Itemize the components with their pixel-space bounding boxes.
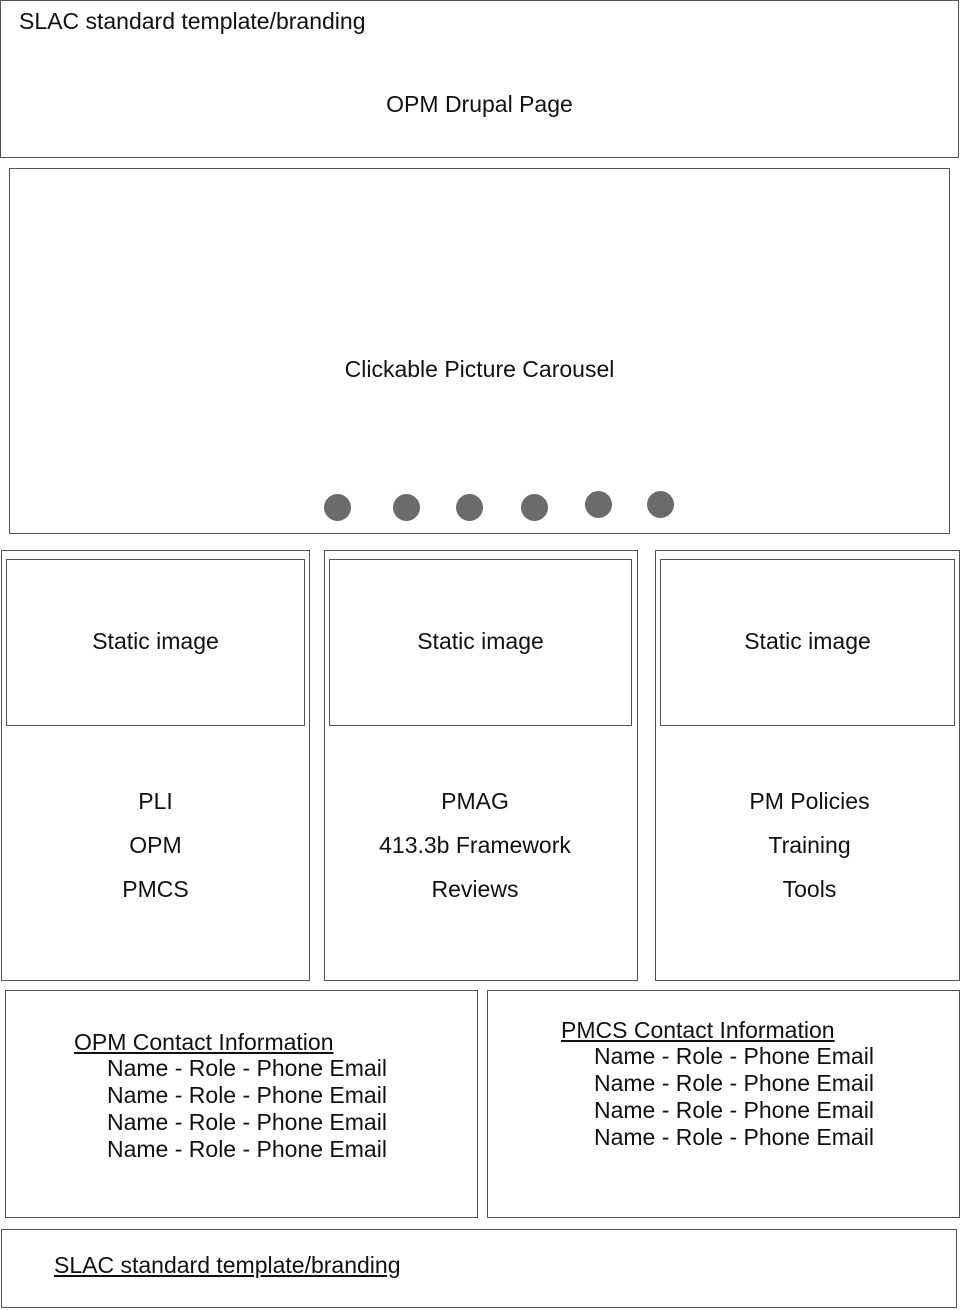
contact-line: Name - Role - Phone Email — [107, 1082, 387, 1108]
link-pmag[interactable]: PMAG — [441, 788, 509, 814]
contact-line: Name - Role - Phone Email — [594, 1124, 874, 1150]
link-pmcs[interactable]: PMCS — [122, 876, 189, 902]
link-pm-policies[interactable]: PM Policies — [749, 788, 870, 814]
contact-line: Name - Role - Phone Email — [594, 1070, 874, 1096]
contact-line: Name - Role - Phone Email — [594, 1043, 874, 1069]
card-pmag — [324, 550, 638, 981]
static-image — [6, 559, 305, 726]
static-image-label: Static image — [417, 628, 544, 654]
picture-carousel[interactable] — [9, 168, 950, 534]
link-413-3b-framework[interactable]: 413.3b Framework — [379, 832, 571, 858]
carousel-dot-5[interactable] — [585, 491, 612, 518]
card-link-list — [325, 779, 625, 911]
card-link-list — [2, 779, 309, 911]
header-branding[interactable]: SLAC standard template/branding — [19, 8, 366, 34]
contact-line: Name - Role - Phone Email — [107, 1109, 387, 1135]
opm-contact-heading: OPM Contact Information — [74, 1029, 334, 1055]
contact-line: Name - Role - Phone Email — [107, 1136, 387, 1162]
link-reviews[interactable]: Reviews — [431, 876, 519, 902]
link-tools[interactable]: Tools — [782, 876, 837, 902]
contact-line: Name - Role - Phone Email — [594, 1097, 874, 1123]
carousel-dot-3[interactable] — [456, 494, 483, 521]
footer-branding[interactable]: SLAC standard template/branding — [54, 1252, 401, 1278]
carousel-dot-2[interactable] — [393, 494, 420, 521]
opm-contact-list — [107, 1055, 387, 1163]
carousel-dot-1[interactable] — [324, 494, 351, 521]
pmcs-contact-list — [594, 1043, 874, 1151]
pmcs-contact-heading: PMCS Contact Information — [561, 1017, 835, 1043]
link-opm[interactable]: OPM — [129, 832, 182, 858]
carousel-label: Clickable Picture Carousel — [344, 356, 615, 382]
carousel-dot-6[interactable] — [647, 491, 674, 518]
static-image-label: Static image — [92, 628, 219, 654]
static-image — [660, 559, 955, 726]
static-image-label: Static image — [744, 628, 871, 654]
pmcs-contact-panel — [487, 990, 960, 1218]
link-pli[interactable]: PLI — [138, 788, 173, 814]
header-section — [0, 0, 959, 158]
footer-section — [1, 1229, 957, 1308]
link-training[interactable]: Training — [768, 832, 851, 858]
static-image — [329, 559, 632, 726]
opm-contact-panel — [5, 990, 478, 1218]
card-pli — [1, 550, 310, 981]
carousel-dot-4[interactable] — [521, 494, 548, 521]
page-title: OPM Drupal Page — [386, 91, 573, 117]
card-link-list — [660, 779, 959, 911]
card-pm-policies — [655, 550, 960, 981]
contact-line: Name - Role - Phone Email — [107, 1055, 387, 1081]
